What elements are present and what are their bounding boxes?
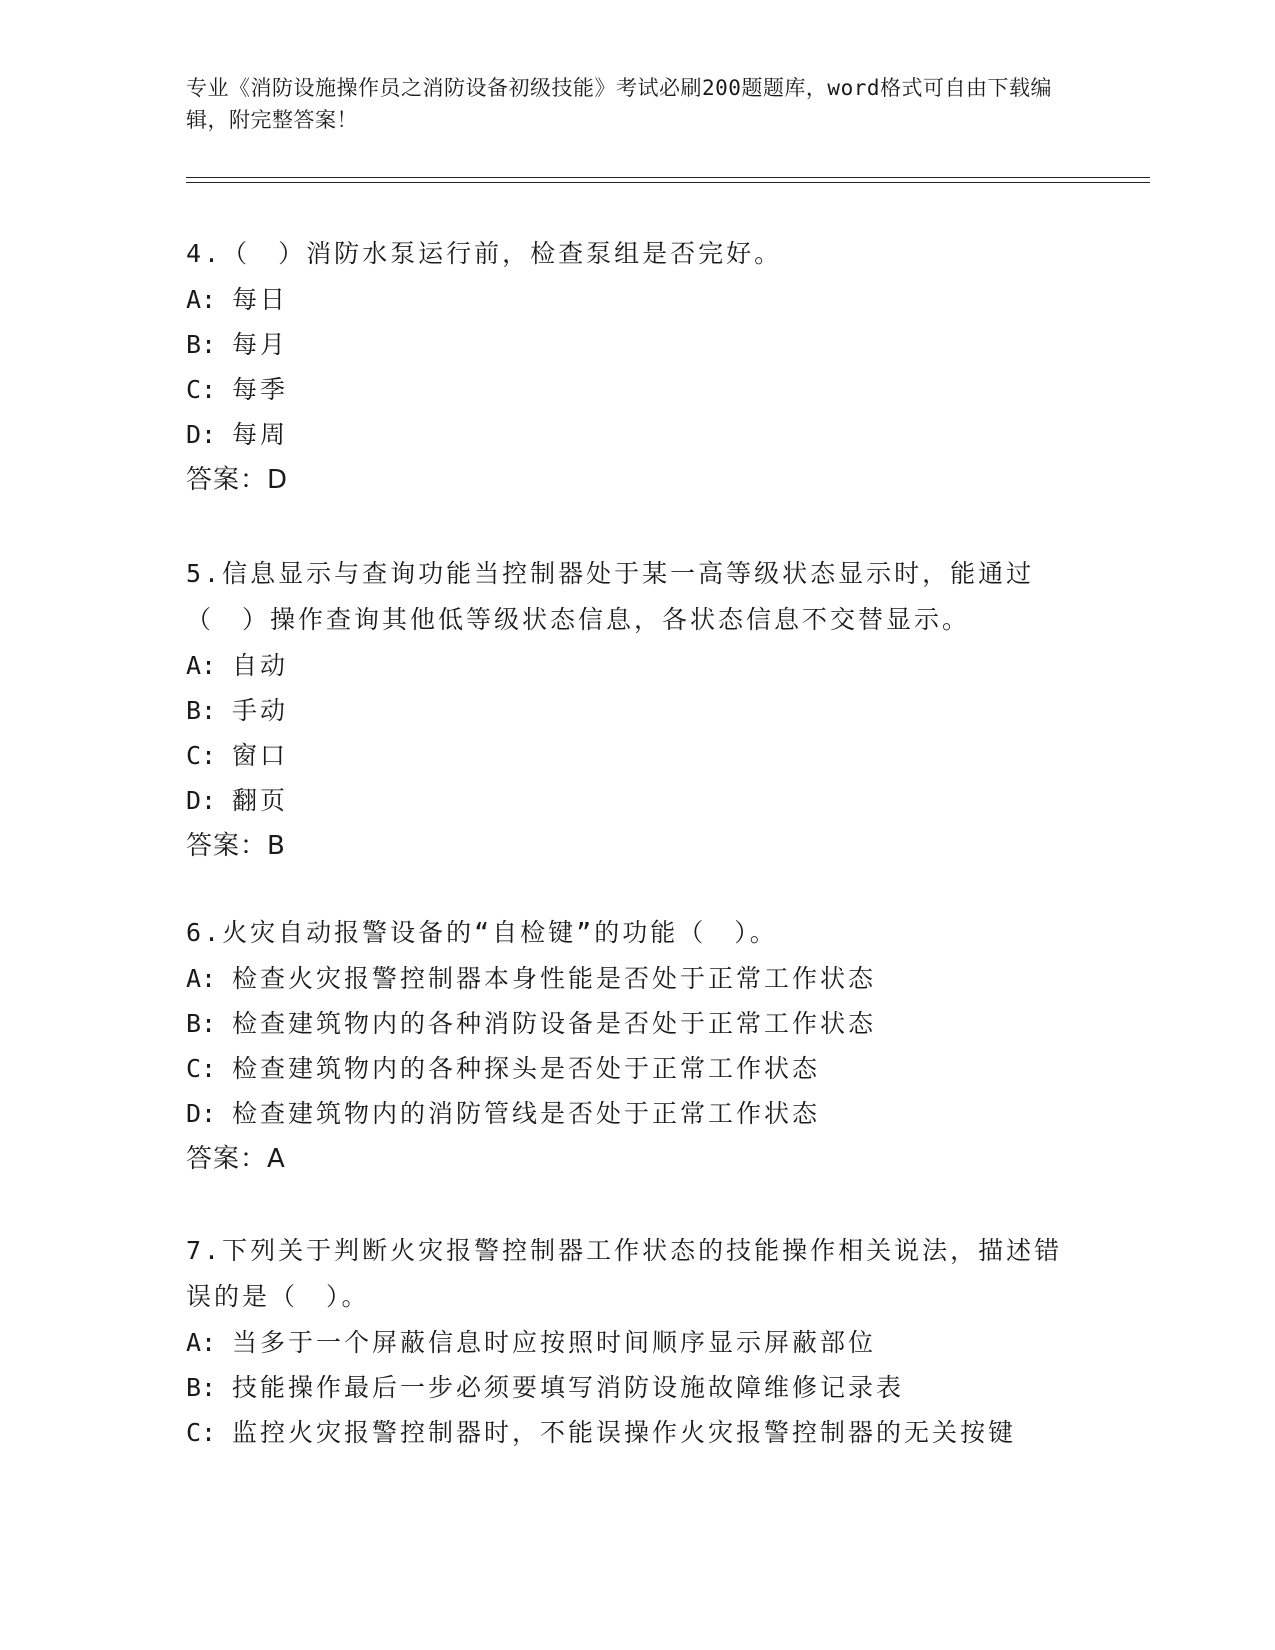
question-4 <box>186 231 1066 503</box>
question-7 <box>186 1228 1066 1455</box>
header-divider-top <box>186 177 1150 178</box>
option-key: C: <box>186 1054 217 1083</box>
question-6 <box>186 910 1066 1182</box>
option-text: 检查建筑物内的消防管线是否处于正常工作状态 <box>232 1099 821 1128</box>
option-text: 监控火灾报警控制器时，不能误操作火灾报警控制器的无关按键 <box>232 1418 1017 1447</box>
option-key: A: <box>186 964 217 993</box>
question-stem: 4.（ ）消防水泵运行前，检查泵组是否完好。 <box>186 239 783 268</box>
option-b <box>186 688 1066 733</box>
option-text: 技能操作最后一步必须要填写消防设施故障维修记录表 <box>232 1373 905 1402</box>
option-key: A: <box>186 651 217 680</box>
option-text: 检查建筑物内的各种探头是否处于正常工作状态 <box>232 1054 821 1083</box>
option-key: B: <box>186 696 217 725</box>
option-d <box>186 1091 1066 1136</box>
option-c <box>186 733 1066 778</box>
question-stem: 5.信息显示与查询功能当控制器处于某一高等级状态显示时，能通过（ ）操作查询其他低等级状态信息，各状态信息不交替显示。 <box>186 559 1035 634</box>
option-b <box>186 1365 1066 1410</box>
option-a <box>186 277 1066 322</box>
option-text: 自动 <box>232 651 289 680</box>
option-b <box>186 322 1066 367</box>
option-key: D: <box>186 420 217 449</box>
option-b <box>186 1001 1066 1046</box>
option-key: D: <box>186 786 217 815</box>
option-text: 每周 <box>232 420 289 449</box>
question-stem: 7.下列关于判断火灾报警控制器工作状态的技能操作相关说法，描述错误的是（ ）。 <box>186 1236 1063 1311</box>
option-key: A: <box>186 1328 217 1357</box>
option-d <box>186 778 1066 823</box>
answer: 答案：A <box>186 1144 286 1174</box>
option-d <box>186 412 1066 457</box>
option-text: 手动 <box>232 696 289 725</box>
option-c <box>186 367 1066 412</box>
option-text: 检查建筑物内的各种消防设备是否处于正常工作状态 <box>232 1009 877 1038</box>
option-key: A: <box>186 285 217 314</box>
option-a <box>186 643 1066 688</box>
option-key: C: <box>186 375 217 404</box>
answer: 答案：D <box>186 465 289 495</box>
option-c <box>186 1410 1066 1455</box>
option-key: B: <box>186 1009 217 1038</box>
question-5 <box>186 551 1066 869</box>
option-text: 当多于一个屏蔽信息时应按照时间顺序显示屏蔽部位 <box>232 1328 877 1357</box>
option-key: C: <box>186 741 217 770</box>
option-key: D: <box>186 1099 217 1128</box>
option-a <box>186 956 1066 1001</box>
option-text: 检查火灾报警控制器本身性能是否处于正常工作状态 <box>232 964 877 993</box>
option-key: B: <box>186 1373 217 1402</box>
option-c <box>186 1046 1066 1091</box>
document-header: 专业《消防设施操作员之消防设备初级技能》考试必刷200题题库，word格式可自由下载编辑，附完整答案！ <box>186 76 1052 132</box>
option-key: C: <box>186 1418 217 1447</box>
option-key: B: <box>186 330 217 359</box>
option-a <box>186 1320 1066 1365</box>
answer: 答案：B <box>186 831 286 861</box>
option-text: 每月 <box>232 330 289 359</box>
option-text: 每季 <box>232 375 289 404</box>
option-text: 窗口 <box>232 741 289 770</box>
question-stem: 6.火灾自动报警设备的“自检键”的功能（ ）。 <box>186 918 778 947</box>
header-divider-bottom <box>186 182 1150 183</box>
option-text: 每日 <box>232 285 289 314</box>
option-text: 翻页 <box>232 786 289 815</box>
